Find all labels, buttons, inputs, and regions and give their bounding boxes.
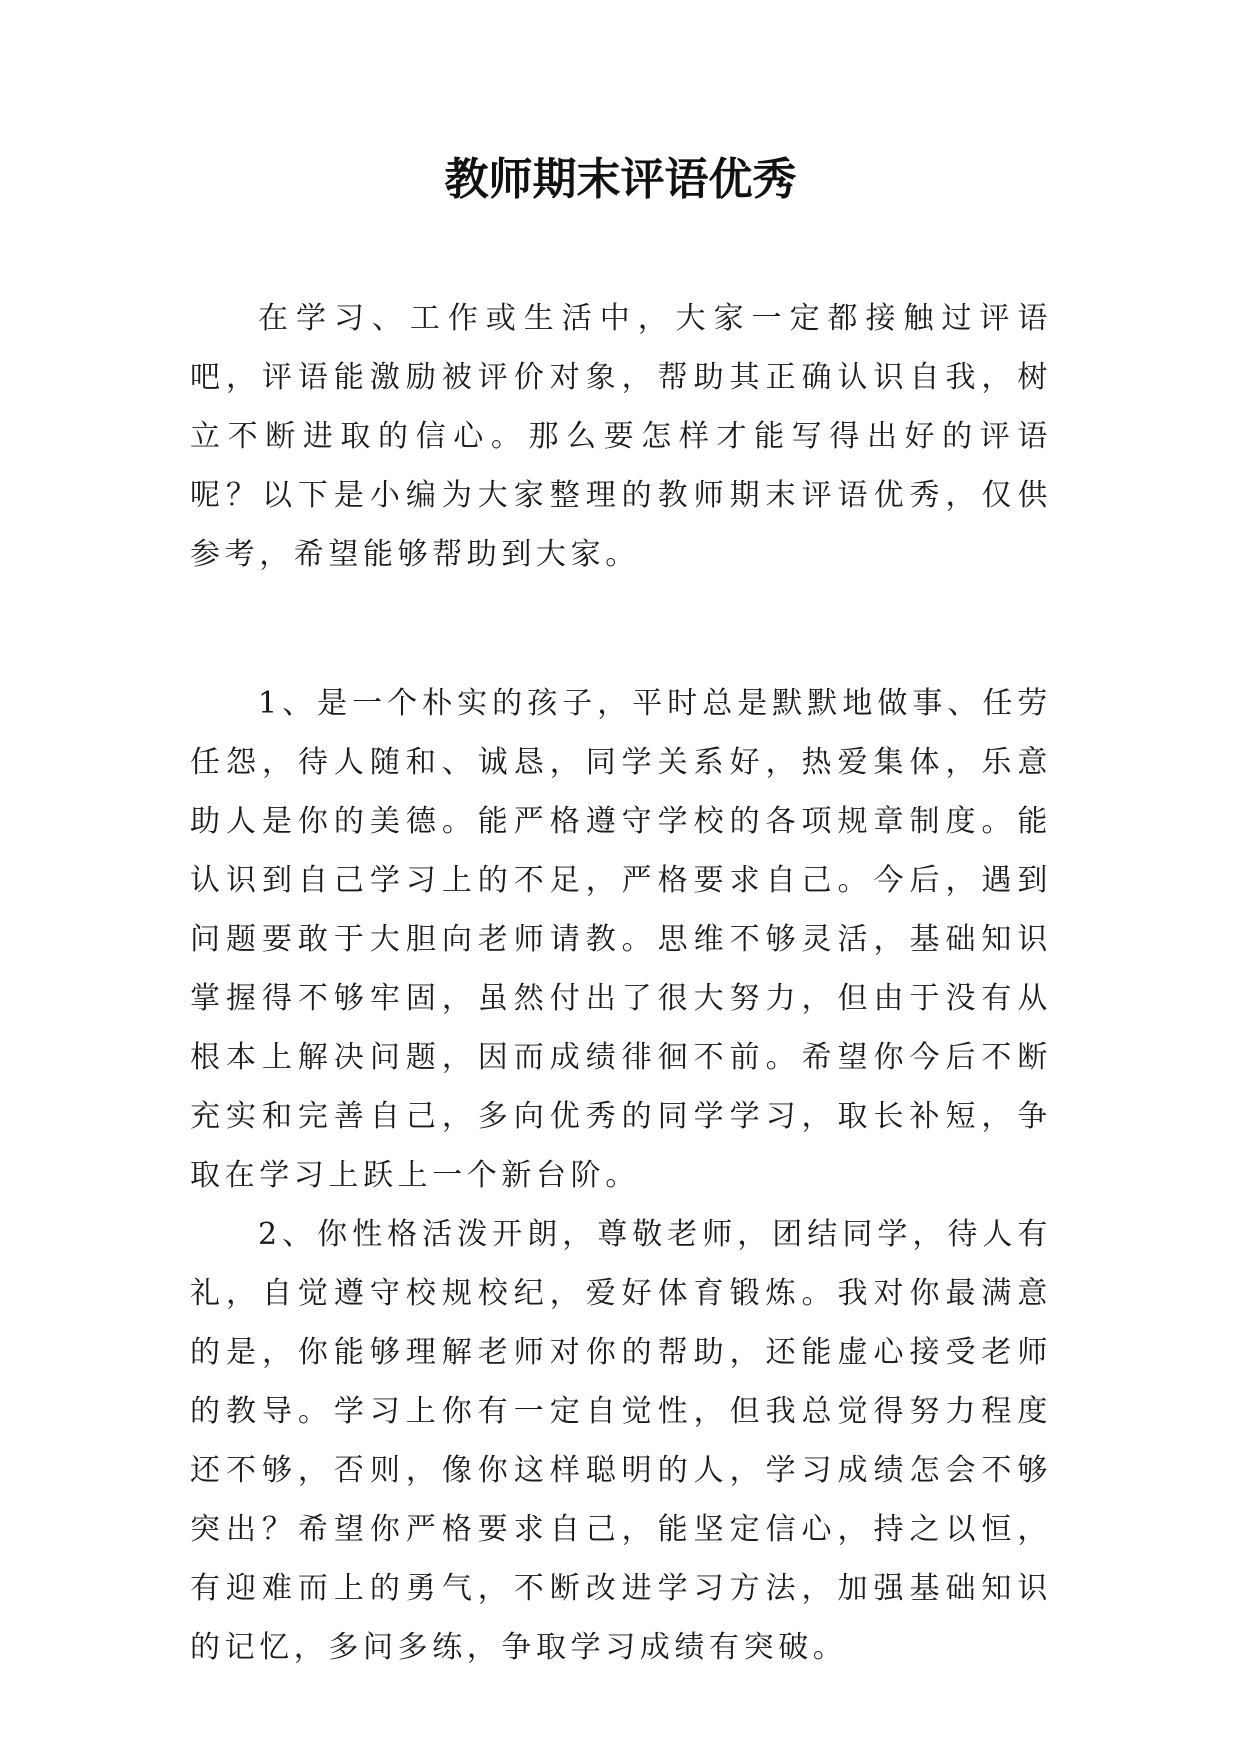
document-body — [190, 289, 1052, 1677]
page-title: 教师期末评语优秀 — [444, 154, 797, 205]
comment-paragraph-1: 1、是一个朴实的孩子，平时总是默默地做事、任劳任怨，待人随和、诚恳，同学关系好，热爱集体，乐意助人是你的美德。能严格遵守学校的各项规章制度。能认识到自己学习上的不足，严格要求自己。今后，遇到问题要敢于大胆向老师请教。思维不够灵活，基础知识掌握得不够牢固，虽然付出了很大努力，但由于没有从根本上解决问题，因而成绩徘徊不前。希望你今后不断充实和完善自己，多向优秀的同学学习，取长补短，争取在学习上跃上一个新台阶。 — [190, 686, 1052, 1193]
intro-paragraph: 在学习、工作或生活中，大家一定都接触过评语吧，评语能激励被评价对象，帮助其正确认识自我，树立不断进取的信心。那么要怎样才能写得出好的评语呢？以下是小编为大家整理的教师期末评语优秀，仅供参考，希望能够帮助到大家。 — [190, 301, 1052, 572]
comment-paragraph-2: 2、你性格活泼开朗，尊敬老师，团结同学，待人有礼，自觉遵守校规校纪，爱好体育锻炼。我对你最满意的是，你能够理解老师对你的帮助，还能虚心接受老师的教导。学习上你有一定自觉性，但我总觉得努力程度还不够，否则，像你这样聪明的人，学习成绩怎会不够突出？希望你严格要求自己，能坚定信心，持之以恒，有迎难而上的勇气，不断改进学习方法，加强基础知识的记忆，多问多练，争取学习成绩有突破。 — [190, 1217, 1052, 1665]
